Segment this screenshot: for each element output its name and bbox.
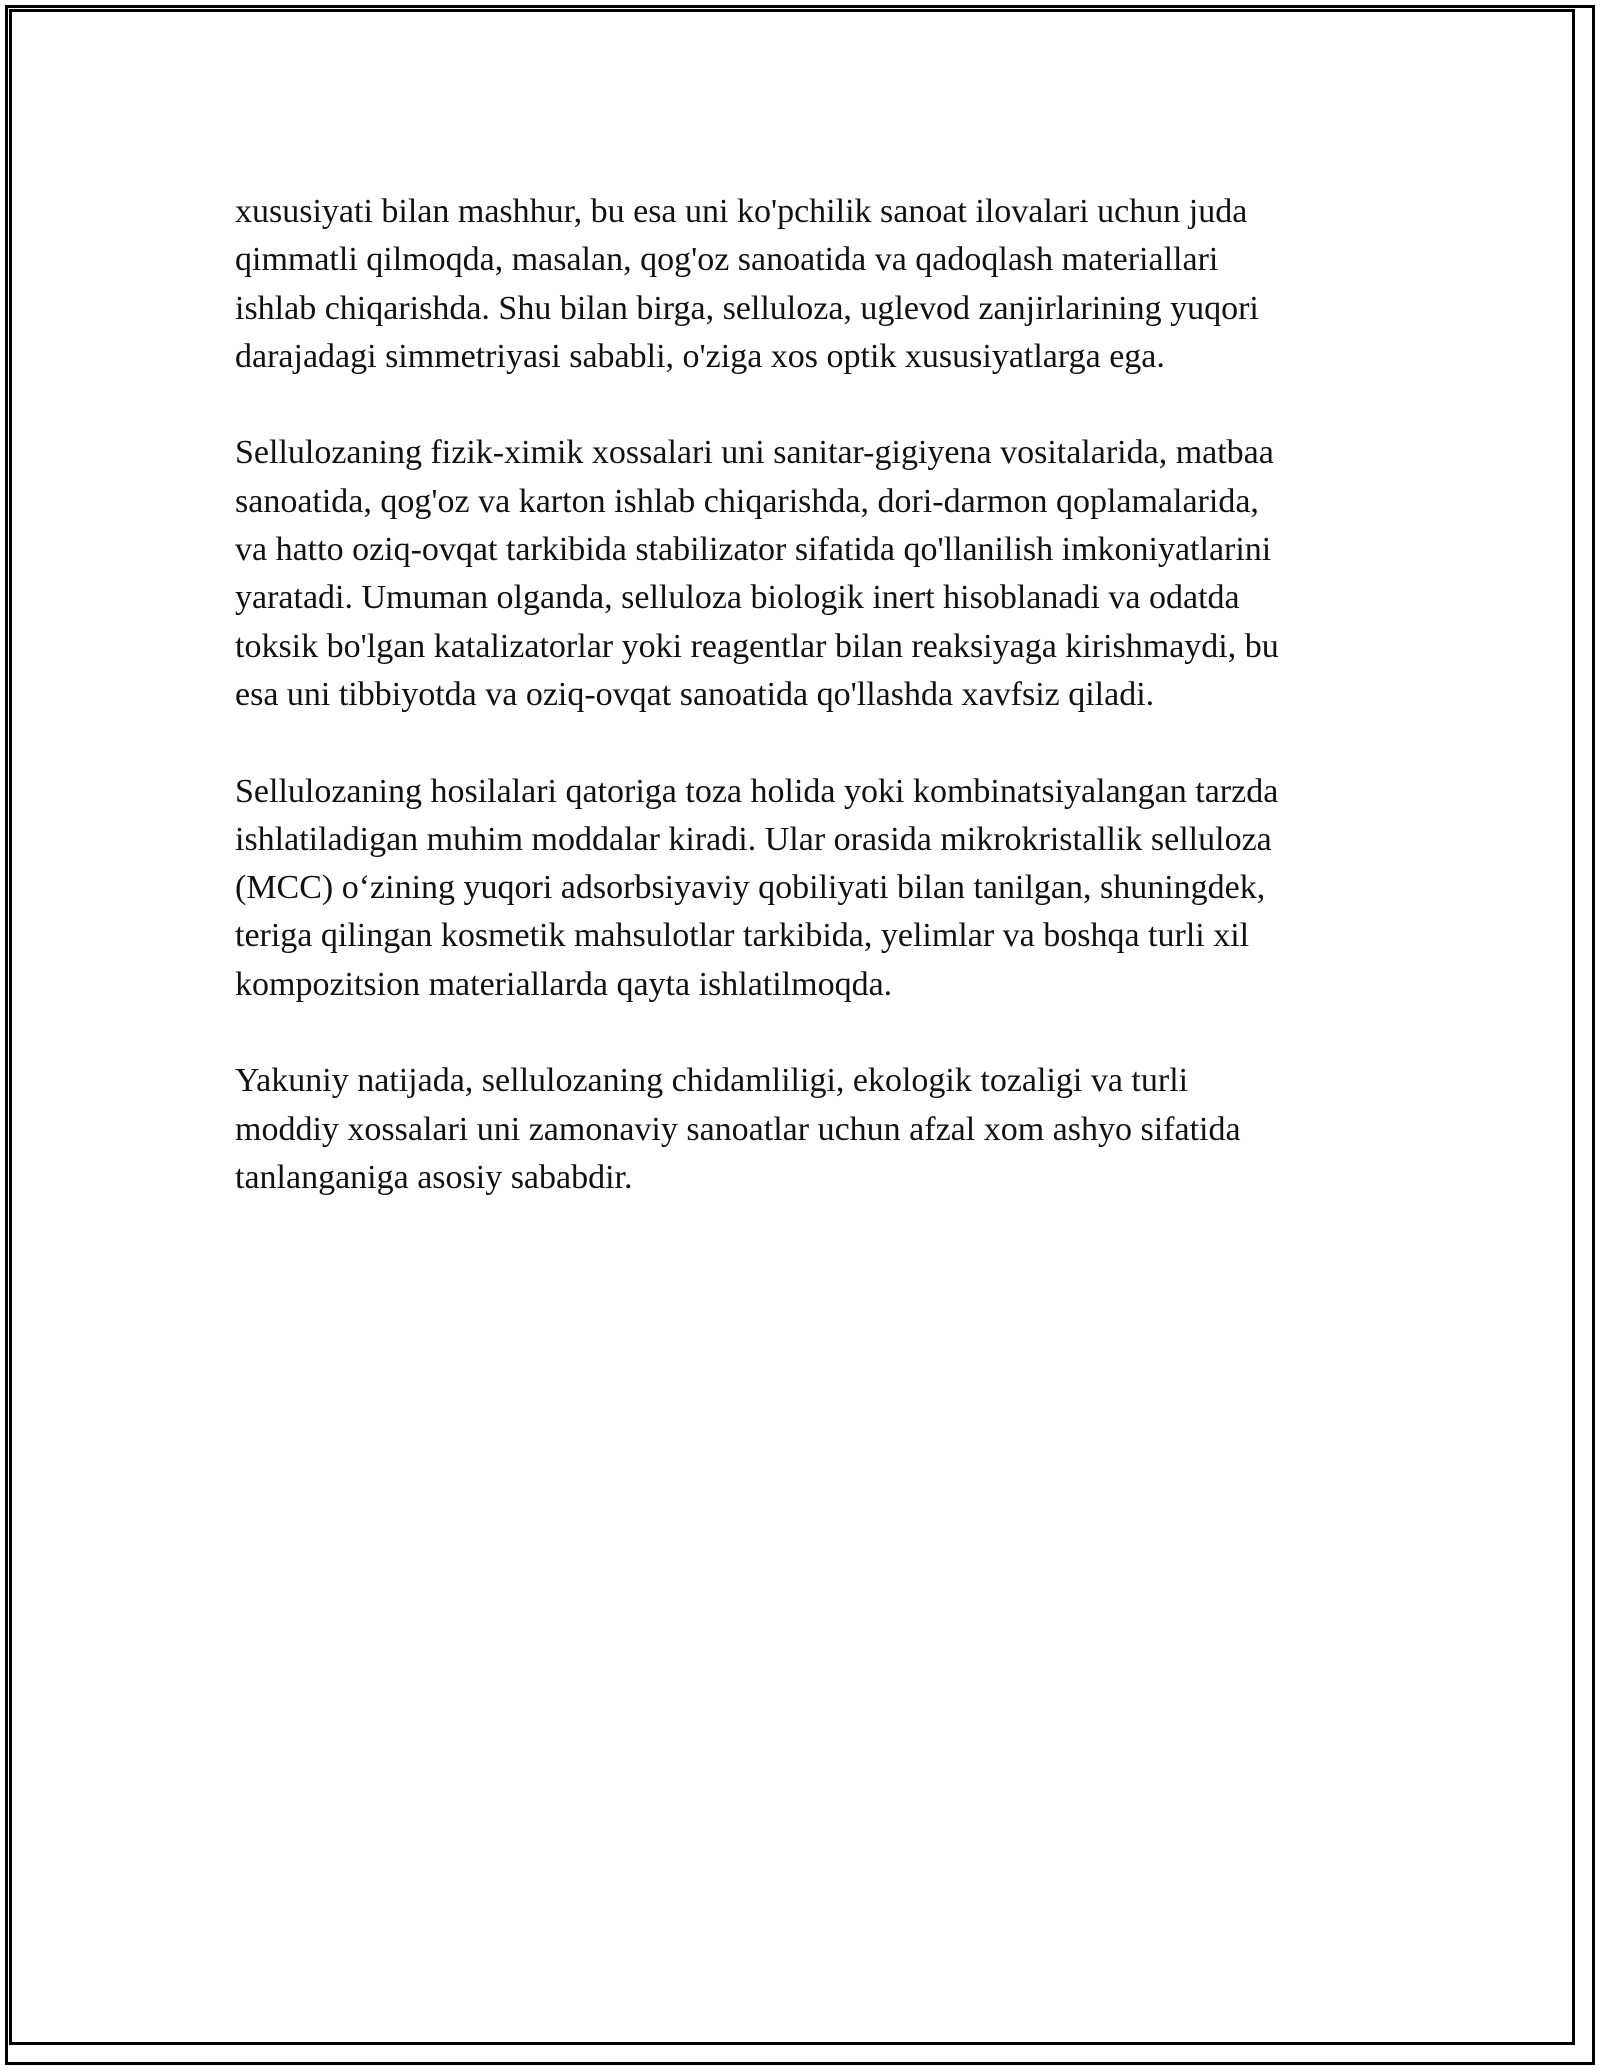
text-line: darajadagi simmetriyasi sababli, o'ziga xos optik xususiyatlarga ega. bbox=[235, 337, 1165, 375]
text-line: yaratadi. Umuman olganda, selluloza biologik inert hisoblanadi va odatda bbox=[235, 579, 1240, 617]
text-line: Yakuniy natijada, sellulozaning chidamliligi, ekologik tozaligi va turli bbox=[235, 1062, 1189, 1100]
text-line: kompozitsion materiallarda qayta ishlatilmoqda. bbox=[235, 965, 893, 1003]
text-line: sanoatida, qog'oz va karton ishlab chiqarishda, dori-darmon qoplamalarida, bbox=[235, 482, 1259, 520]
paragraph-2 bbox=[235, 429, 1375, 719]
text-line: moddiy xossalari uni zamonaviy sanoatlar uchun afzal xom ashyo sifatida bbox=[235, 1110, 1241, 1148]
text-line: (MCC) o‘zining yuqori adsorbsiyaviy qobiliyati bilan tanilgan, shuningdek, bbox=[235, 869, 1266, 907]
paragraph-3 bbox=[235, 768, 1375, 1009]
text-line: ishlatiladigan muhim moddalar kiradi. Ular orasida mikrokristallik selluloza bbox=[235, 820, 1272, 858]
text-line: xususiyati bilan mashhur, bu esa uni ko'pchilik sanoat ilovalari uchun juda bbox=[235, 193, 1248, 230]
text-line: va hatto oziq-ovqat tarkibida stabilizator sifatida qo'llanilish imkoniyatlarini bbox=[235, 531, 1272, 569]
text-line: teriga qilingan kosmetik mahsulotlar tarkibida, yelimlar va boshqa turli xil bbox=[235, 917, 1250, 955]
document-body bbox=[235, 188, 1375, 1251]
paragraph-4 bbox=[235, 1057, 1375, 1202]
paragraph-1 bbox=[235, 188, 1375, 381]
text-line: ishlab chiqarishda. Shu bilan birga, selluloza, uglevod zanjirlarining yuqori bbox=[235, 289, 1259, 327]
text-line: esa uni tibbiyotda va oziq-ovqat sanoatida qo'llashda xavfsiz qiladi. bbox=[235, 675, 1155, 713]
text-line: toksik bo'lgan katalizatorlar yoki reagentlar bilan reaksiyaga kirishmaydi, bu bbox=[235, 627, 1279, 665]
text-line: Sellulozaning hosilalari qatoriga toza holida yoki kombinatsiyalangan tarzda bbox=[235, 772, 1279, 810]
text-line: qimmatli qilmoqda, masalan, qog'oz sanoatida va qadoqlash materiallari bbox=[235, 241, 1219, 279]
text-line: Sellulozaning fizik-ximik xossalari uni sanitar-gigiyena vositalarida, matbaa bbox=[235, 434, 1274, 472]
text-line: tanlanganiga asosiy sababdir. bbox=[235, 1158, 633, 1196]
